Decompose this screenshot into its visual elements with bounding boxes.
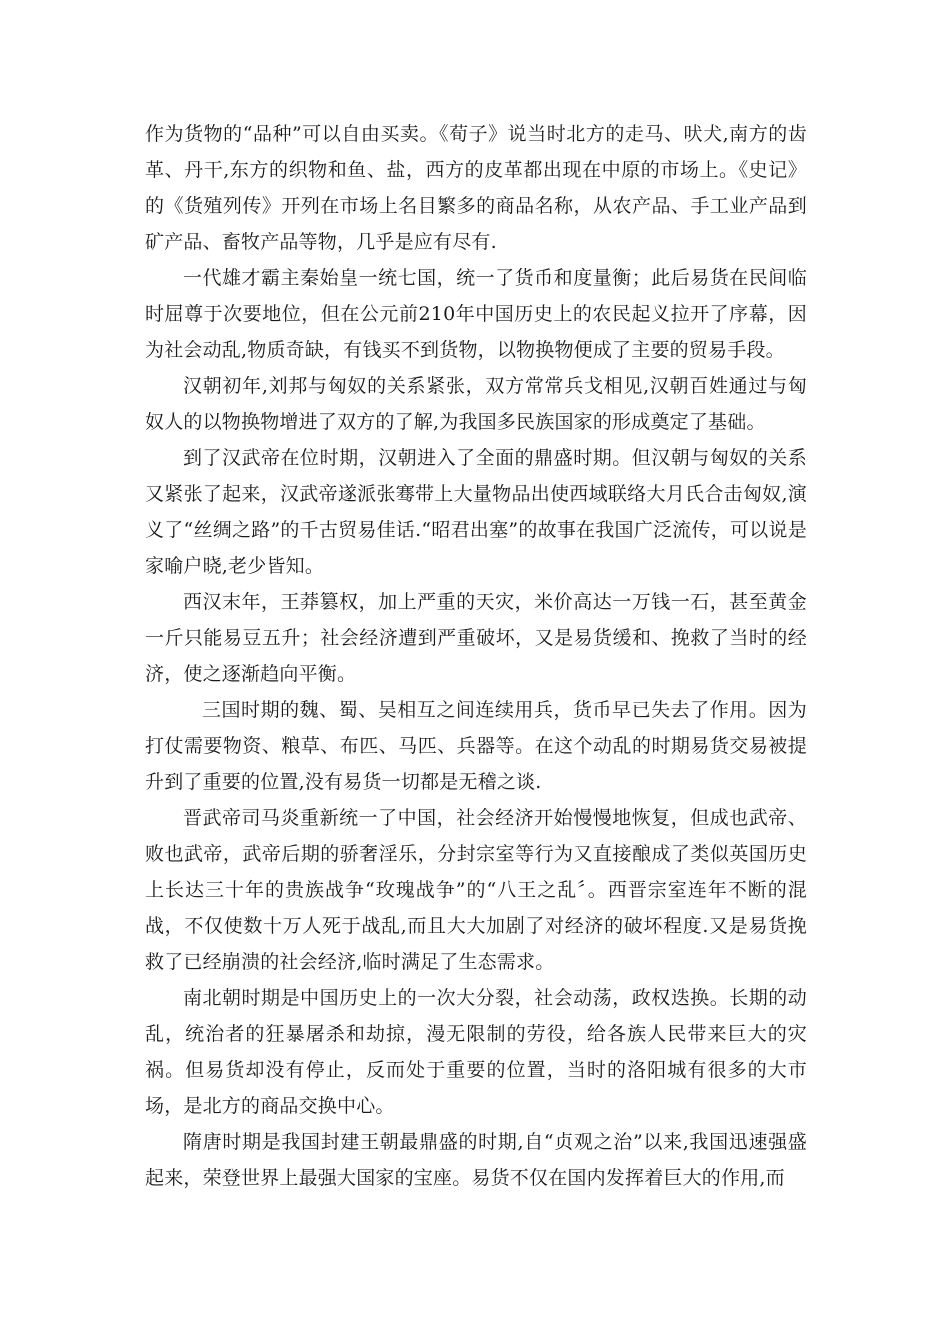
paragraph-2: 一代雄才霸主秦始皇一统七国，统一了货币和度量衡；此后易货在民间临时屈尊于次要地位，但在公元前210年中国历史上的农民起义拉开了序幕，因为社会动乱,物质奇缺，有钱买不到货物，以物换物便成了主要的贸易手段。 <box>145 267 807 361</box>
paragraph-9: 隋唐时期是我国封建王朝最鼎盛的时期,自“贞观之治”以来,我国迅速强盛起来，荣登世界上最强大国家的宝座。易货不仅在国内发挥着巨大的作用,而 <box>145 1131 807 1189</box>
paragraph-1: 作为货物的“品种”可以自由买卖。《荀子》说当时北方的走马、吠犬,南方的齿革、丹干,东方的织物和鱼、盐，西方的皮革都出现在中原的市场上。《史记》的《货殖列传》开列在市场上名目繁多的商品名称，从农产品、手工业产品到矿产品、畜牧产品等物，几乎是应有尽有. <box>145 123 807 253</box>
paragraph-6: 三国时期的魏、蜀、吴相互之间连续用兵，货币早已失去了作用。因为打仗需要物资、粮草、布匹、马匹、兵器等。在这个动乱的时期易货交易被提升到了重要的位置,没有易货一切都是无稽之谈. <box>145 699 807 793</box>
paragraph-5: 西汉末年，王莽篡权，加上严重的天灾，米价高达一万钱一石，甚至黄金一斤只能易豆五升；社会经济遭到严重破坏，又是易货缓和、挽救了当时的经济，使之逐渐趋向平衡。 <box>145 591 807 685</box>
document-body <box>145 116 807 1196</box>
paragraph-7: 晋武帝司马炎重新统一了中国，社会经济开始慢慢地恢复，但成也武帝、败也武帝，武帝后期的骄奢淫乐，分封宗室等行为又直接酿成了类似英国历史上长达三十年的贵族战争“玫瑰战争”的“八王之乱〞。西晋宗室连年不断的混战，不仅使数十万人死于战乱,而且大大加剧了对经济的破坏程度.又是易货挽救了已经崩溃的社会经济,临时满足了生态需求。 <box>145 807 807 973</box>
paragraph-3: 汉朝初年,刘邦与匈奴的关系紧张，双方常常兵戈相见,汉朝百姓通过与匈奴人的以物换物增进了双方的了解,为我国多民族国家的形成奠定了基础。 <box>145 375 807 433</box>
paragraph-4: 到了汉武帝在位时期，汉朝进入了全面的鼎盛时期。但汉朝与匈奴的关系又紧张了起来，汉武帝遂派张骞带上大量物品出使西域联络大月氏合击匈奴,演义了“丝绸之路”的千古贸易佳话.“昭君出塞”的故事在我国广泛流传，可以说是家喻户晓,老少皆知。 <box>145 447 807 577</box>
paragraph-8: 南北朝时期是中国历史上的一次大分裂，社会动荡，政权迭换。长期的动乱，统治者的狂暴屠杀和劫掠，漫无限制的劳役，给各族人民带来巨大的灾祸。但易货却没有停止，反而处于重要的位置，当时的洛阳城有很多的大市场，是北方的商品交换中心。 <box>145 987 807 1117</box>
